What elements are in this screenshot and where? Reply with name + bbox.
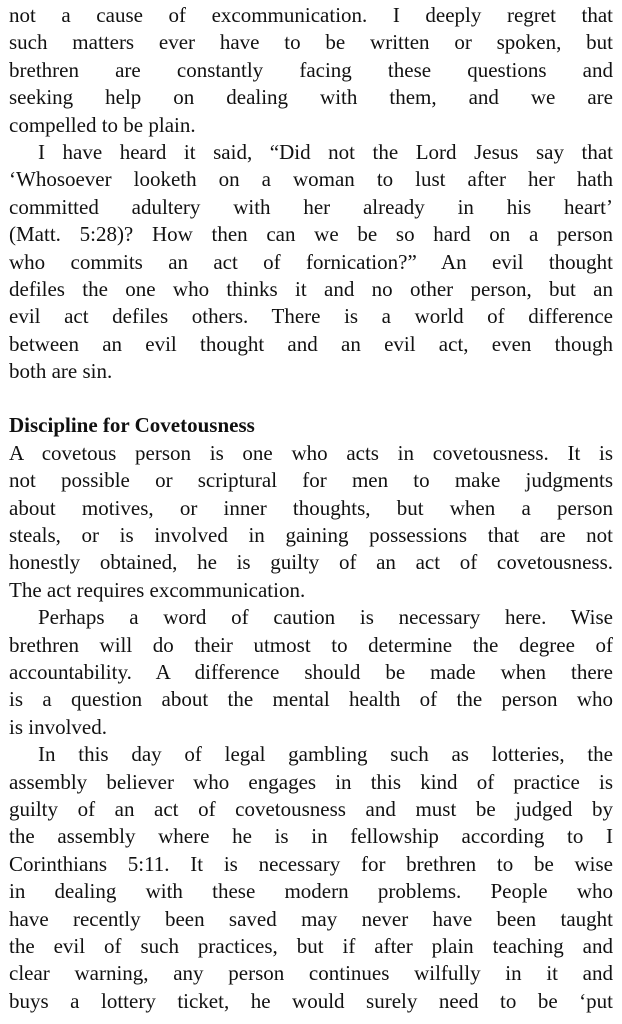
text-line: in dealing with these modern problems. People who <box>9 879 613 904</box>
text-line: have recently been saved may never have been taught <box>9 906 613 931</box>
text-line: brethren will do their utmost to determine the degree of <box>9 632 613 657</box>
text-line: steals, or is involved in gaining possessions that are not <box>9 523 613 548</box>
intro-paragraphs <box>9 2 613 385</box>
paragraph <box>9 139 613 386</box>
text-line: is involved. <box>9 714 107 739</box>
text-line: assembly believer who engages in this kind of practice is <box>9 769 613 794</box>
text-line: In this day of legal gambling such as lotteries, the <box>38 742 613 767</box>
text-line: the evil of such practices, but if after plain teaching and <box>9 933 613 958</box>
paragraph <box>9 741 613 1015</box>
text-line: defiles the one who thinks it and no other person, but an <box>9 276 613 301</box>
text-line: committed adultery with her already in his heart’ <box>9 194 613 219</box>
document-page <box>9 2 613 1015</box>
text-line: not possible or scriptural for men to make judgments <box>9 468 613 493</box>
text-line: about motives, or inner thoughts, but when a person <box>9 495 613 520</box>
section-paragraphs <box>9 440 613 1015</box>
text-line: Perhaps a word of caution is necessary here. Wise <box>38 605 613 630</box>
text-line: between an evil thought and an evil act, even though <box>9 331 613 356</box>
text-line: A covetous person is one who acts in covetousness. It is <box>9 440 613 465</box>
text-line: evil act defiles others. There is a world of difference <box>9 304 613 329</box>
text-line: guilty of an act of covetousness and must be judged by <box>9 796 613 821</box>
text-line: clear warning, any person continues wilfully in it and <box>9 961 613 986</box>
text-line: ‘Whosoever looketh on a woman to lust after her hath <box>9 167 613 192</box>
text-line: honestly obtained, he is guilty of an act of covetousness. <box>9 550 613 575</box>
text-line: accountability. A difference should be made when there <box>9 659 613 684</box>
text-line: Corinthians 5:11. It is necessary for brethren to be wise <box>9 851 613 876</box>
text-line: who commits an act of fornication?” An evil thought <box>9 249 613 274</box>
text-line: The act requires excommunication. <box>9 577 306 602</box>
text-line: buys a lottery ticket, he would surely need to be ‘put <box>9 988 613 1013</box>
paragraph <box>9 440 613 604</box>
section-gap <box>9 385 613 412</box>
text-line: I have heard it said, “Did not the Lord Jesus say that <box>38 139 613 164</box>
text-line: seeking help on dealing with them, and we are <box>9 85 613 110</box>
text-line: (Matt. 5:28)? How then can we be so hard on a person <box>9 222 613 247</box>
text-line: not a cause of excommunication. I deeply regret that <box>9 3 613 27</box>
paragraph <box>9 2 613 139</box>
text-line: is a question about the mental health of the person who <box>9 687 613 712</box>
text-line: such matters ever have to be written or spoken, but <box>9 30 613 55</box>
paragraph <box>9 604 613 741</box>
text-line: both are sin. <box>9 359 113 384</box>
text-line: compelled to be plain. <box>9 112 196 137</box>
section-heading: Discipline for Covetousness <box>9 413 255 438</box>
text-line: the assembly where he is in fellowship according to I <box>9 824 613 849</box>
text-line: brethren are constantly facing these questions and <box>9 57 613 82</box>
